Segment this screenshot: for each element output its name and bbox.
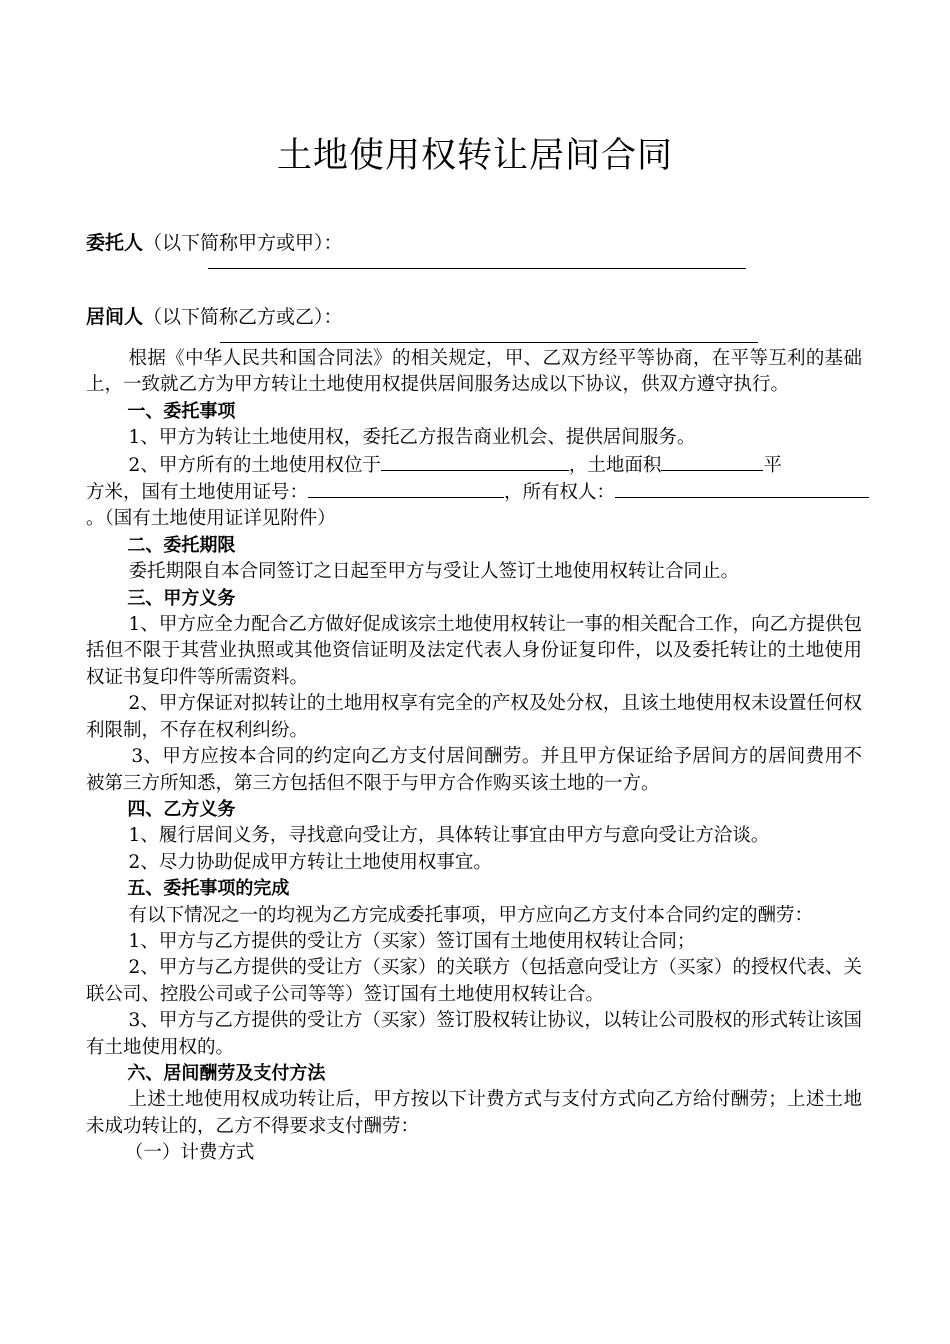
item-2-text-e: ，所有权人： bbox=[504, 482, 616, 504]
item-2-text-d: 方米，国有土地使用证号： bbox=[86, 482, 309, 504]
section-1-item-2-line-2 bbox=[86, 479, 862, 506]
location-blank bbox=[381, 452, 569, 471]
section-5-heading: 五、委托事项的完成 bbox=[127, 878, 290, 900]
party-a-label: 委托人 bbox=[86, 232, 144, 254]
party-b-label: 居间人 bbox=[86, 306, 144, 328]
party-a-blank bbox=[208, 268, 746, 269]
section-1-item-2-line-1 bbox=[86, 452, 862, 479]
section-3-item-1: 1、甲方应全力配合乙方做好促成该宗土地使用权转让一事的相关配合工作，向乙方提供包括但不限于其营业执照或其他资信证明及法定代表人身份证复印件，以及委托转让的土地使用权证书复印件等所需资料。 bbox=[86, 614, 862, 688]
section-6-heading: 六、居间酬劳及支付方法 bbox=[127, 1062, 326, 1084]
section-3-item-3: 3、甲方应按本合同的约定向乙方支付居间酬劳。并且甲方保证给予居间方的居间费用不被第三方所知悉，第三方包括但不限于与甲方合作购买该土地的一方。 bbox=[86, 746, 862, 794]
section-1-item-2-line-3: 。（国有土地使用证详见附件） bbox=[86, 508, 336, 530]
contract-body bbox=[86, 346, 862, 1167]
section-1-heading: 一、委托事项 bbox=[127, 400, 236, 422]
section-6-paragraph: 上述土地使用权成功转让后，甲方按以下计费方式与支付方式向乙方给付酬劳；上述土地未成功转让的，乙方不得要求支付酬劳： bbox=[86, 1089, 862, 1137]
section-6-subheading: （一）计费方式 bbox=[124, 1142, 255, 1164]
section-3-heading: 三、甲方义务 bbox=[127, 587, 236, 609]
section-3-item-2: 2、甲方保证对拟转让的土地用权享有完全的产权及处分权，且该土地使用权未设置任何权利限制，不存在权利纠纷。 bbox=[86, 693, 862, 741]
party-b-line bbox=[86, 302, 343, 329]
section-5-item-1: 1、甲方与乙方提供的受让方（买家）签订国有土地使用权转让合同； bbox=[128, 930, 696, 952]
party-a-line bbox=[86, 228, 343, 255]
owner-blank bbox=[615, 479, 869, 498]
section-1-item-1: 1、甲方为转让土地使用权，委托乙方报告商业机会、提供居间服务。 bbox=[128, 427, 696, 449]
section-5-item-2: 2、甲方与乙方提供的受让方（买家）的关联方（包括意向受让方（买家）的授权代表、关联公司、控股公司或子公司等等）签订国有土地使用权转让合。 bbox=[86, 957, 862, 1005]
area-blank bbox=[661, 452, 763, 471]
certificate-blank bbox=[308, 479, 504, 498]
section-4-item-2: 2、尽力协助促成甲方转让土地使用权事宜。 bbox=[128, 851, 492, 873]
item-2-text-b: ，土地面积 bbox=[568, 454, 662, 476]
party-a-desc: （以下简称甲方或甲）： bbox=[143, 232, 343, 254]
section-2-heading: 二、委托期限 bbox=[127, 534, 236, 556]
section-5-item-3: 3、甲方与乙方提供的受让方（买家）签订股权转让协议，以转让公司股权的形式转让该国有土地使用权的。 bbox=[86, 1010, 862, 1058]
item-2-text-c: 平 bbox=[763, 454, 782, 476]
section-5-intro: 有以下情况之一的均视为乙方完成委托事项，甲方应向乙方支付本合同约定的酬劳： bbox=[128, 904, 814, 926]
party-b-desc: （以下简称乙方或乙）： bbox=[143, 306, 343, 328]
section-4-item-1: 1、履行居间义务，寻找意向受让方，具体转让事宜由甲方与意向受让方洽谈。 bbox=[128, 825, 770, 847]
document-title: 土地使用权转让居间合同 bbox=[276, 136, 673, 176]
intro-paragraph: 根据《中华人民共和国合同法》的相关规定，甲、乙双方经平等协商，在平等互利的基础上，一致就乙方为甲方转让土地使用权提供居间服务达成以下协议，供双方遵守执行。 bbox=[86, 348, 862, 396]
party-b-blank bbox=[220, 342, 758, 343]
section-2-paragraph: 委托期限自本合同签订之日起至甲方与受让人签订土地使用权转让合同止。 bbox=[128, 561, 740, 583]
section-4-heading: 四、乙方义务 bbox=[127, 798, 236, 820]
item-2-text-a: 2、甲方所有的土地使用权位于 bbox=[128, 454, 381, 476]
